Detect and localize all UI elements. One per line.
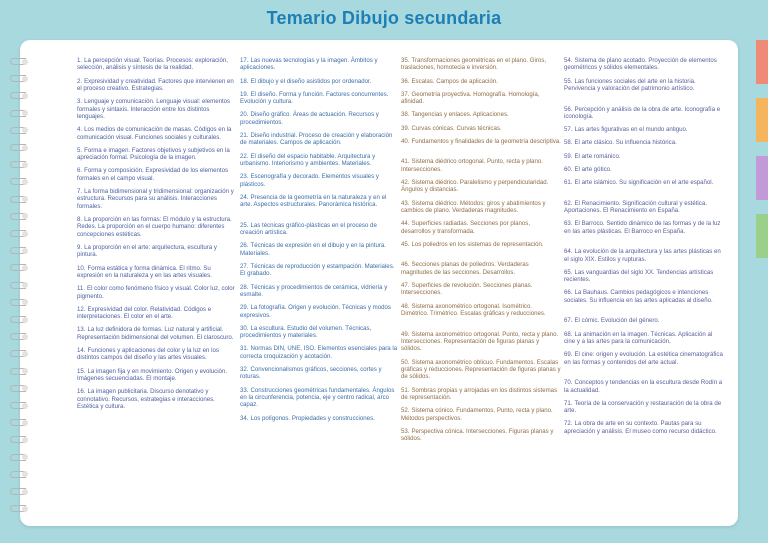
ring-hole	[22, 299, 28, 305]
topic-text: Sistema de plano acotado. Proyección de elementos geométricos y sólidos elementales.	[564, 57, 717, 72]
topic-number: 33.	[240, 386, 249, 394]
topic-number: 57.	[564, 126, 573, 134]
topic-item	[564, 200, 724, 215]
topic-text: Técnicas de expresión en el dibujo y en la pintura. Materiales.	[240, 242, 386, 257]
ring-hole	[22, 179, 28, 185]
topic-text: Diseño gráfico. Áreas de actuación. Recursos y procedimientos.	[240, 111, 379, 126]
topic-item	[240, 111, 400, 126]
topic-text: Diseño industrial. Proceso de creación y elaboración de materiales. Campos de aplicación.	[240, 132, 393, 147]
topic-number: 44.	[401, 220, 410, 228]
topic-number: 25.	[240, 221, 249, 229]
topic-item	[401, 407, 561, 422]
topic-text: Transformaciones geométricas en el plano. Giros, traslaciones, homotecia e inversión.	[401, 57, 547, 72]
topic-item	[564, 317, 724, 324]
topic-item	[564, 57, 724, 72]
topic-text: Sistema cónico. Fundamentos. Punto, recta y plano. Métodos perspectivos.	[401, 407, 553, 422]
topic-number: 65.	[564, 268, 573, 276]
topic-item	[401, 359, 561, 381]
topic-number: 17.	[240, 57, 249, 64]
topic-item	[240, 304, 400, 319]
topic-text: Sistema diédrico. Métodos: giros y abatimientos y cambios de plano. Verdaderas magnitudes.	[401, 199, 546, 214]
topic-item	[77, 388, 237, 410]
topic-number: 23.	[240, 173, 249, 181]
topic-text: Lenguaje y comunicación. Lenguaje visual: elementos formales y sintaxis. Interacción entre los distintos lenguajes.	[77, 98, 231, 120]
topic-number: 66.	[564, 289, 573, 297]
topic-item	[564, 248, 724, 263]
ring-hole	[22, 471, 28, 477]
topic-item	[564, 289, 724, 304]
topic-text: Fundamentos y finalidades de la geometría descriptiva.	[411, 137, 561, 145]
topic-text: La obra de arte en su contexto. Pautas para su apreciación y análisis. El museo como recurso didáctico.	[564, 420, 717, 435]
topic-item	[240, 263, 400, 278]
topic-item	[240, 91, 400, 106]
topic-number: 70.	[564, 379, 573, 387]
topic-text: La imagen fija y en movimiento. Origen y evolución. Imágenes secuenciadas. El montaje.	[77, 367, 228, 382]
topic-text: El arte clásico. Su influencia histórica.	[574, 139, 677, 147]
topic-item	[401, 111, 561, 118]
topic-item	[401, 282, 561, 297]
topic-item	[77, 188, 237, 210]
topic-item	[77, 147, 237, 162]
topic-number: 7.	[77, 188, 83, 195]
topic-item	[564, 166, 724, 173]
topic-text: El dibujo y el diseño asistidos por ordenador.	[250, 77, 372, 85]
topic-text: Superficies radiadas. Secciones por planos, desarrollos y transformada.	[401, 220, 531, 235]
ring-hole	[22, 437, 28, 443]
topic-number: 20.	[240, 111, 249, 119]
topic-item	[77, 167, 237, 182]
topic-text: Los poliedros en los sistemas de representación.	[411, 240, 544, 248]
topic-text: Escalas. Campos de aplicación.	[411, 77, 498, 85]
topic-text: La imagen publicitaria. Discurso denotativo y connotativo. Recursos, estrategias e interacciones. Estética y cultura.	[77, 388, 215, 410]
topic-item	[564, 400, 724, 415]
topic-number: 56.	[564, 105, 573, 113]
topic-number: 41.	[401, 158, 410, 166]
topic-number: 49.	[401, 330, 410, 338]
topic-text: El arte islámico. Su significación en el arte español.	[574, 179, 714, 186]
topic-text: Percepción y análisis de la obra de arte. Iconografía e iconología.	[564, 105, 721, 120]
topic-text: Sistema diédrico ortogonal. Punto, recta y plano. Intersecciones.	[401, 158, 543, 173]
topic-item	[240, 194, 400, 209]
topic-number: 39.	[401, 124, 410, 132]
ring-hole	[22, 59, 28, 65]
topic-text: Secciones planas de poliedros. Verdaderas magnitudes de las secciones. Desarrollos.	[401, 261, 529, 276]
topic-number: 64.	[564, 248, 573, 256]
topic-item	[240, 415, 400, 422]
topic-number: 45.	[401, 240, 410, 248]
topic-item	[77, 368, 237, 383]
topic-number: 8.	[77, 216, 83, 223]
topic-number: 53.	[401, 427, 410, 435]
topic-number: 30.	[240, 324, 249, 332]
topic-text: La luz definidora de formas. Luz natural y artificial. Representación bidimensional del volumen. El claroscuro.	[77, 326, 234, 341]
page-title: Temario Dibujo secundaria	[266, 8, 502, 28]
topic-text: Sombras propias y arrojadas en los distintos sistemas de representación.	[401, 386, 558, 401]
topic-text: Perspectiva cónica. Intersecciones. Figuras planas y sólidos.	[401, 427, 554, 443]
topic-item	[77, 98, 237, 120]
topic-number: 60.	[564, 165, 573, 173]
topic-number: 5.	[77, 146, 83, 154]
topic-number: 71.	[564, 399, 573, 407]
topic-number: 24.	[240, 193, 249, 201]
topic-text: El Barroco. Sentido dinámico de las formas y de la luz en las artes plásticas. El Barroco en España.	[564, 220, 721, 235]
topic-text: Convencionalismos gráficos, secciones, cortes y roturas.	[240, 366, 382, 381]
topic-number: 36.	[401, 77, 410, 85]
ring-hole	[22, 231, 28, 237]
topic-text: Expresividad y creatividad. Factores que intervienen en el proceso creativo. Estrategias.	[77, 77, 234, 92]
ring-hole	[22, 282, 28, 288]
topic-number: 2.	[77, 77, 83, 85]
topic-number: 69.	[564, 351, 573, 359]
topic-text: Las vanguardias del siglo XX. Tendencias artísticas recientes.	[564, 268, 714, 284]
topic-number: 55.	[564, 77, 573, 85]
ring-hole	[22, 489, 28, 495]
topic-text: Geometría proyectiva. Homografía. Homología, afinidad.	[401, 90, 540, 106]
topic-text: Las nuevas tecnologías y la imagen. Ámbitos y aplicaciones.	[240, 57, 378, 72]
topic-number: 35.	[401, 57, 410, 64]
topic-number: 15.	[77, 367, 86, 375]
topic-text: Las artes figurativas en el mundo antiguo.	[574, 126, 688, 134]
topic-text: El arte románico.	[574, 152, 621, 160]
topic-text: Teoría de la conservación y restauración de la obra de arte.	[564, 399, 722, 415]
topic-item	[77, 285, 237, 300]
ring-hole	[22, 76, 28, 82]
topic-text: El color como fenómeno físico y visual. Color luz, color pigmento.	[77, 285, 235, 300]
topic-number: 67.	[564, 317, 573, 325]
topic-text: Forma estática y forma dinámica. El ritmo. Su expresión en la naturaleza y en las artes visuales.	[77, 264, 212, 279]
topic-text: Los medios de comunicación de masas. Códigos en la comunicación visual. Funciones sociales y culturales.	[77, 126, 232, 141]
topic-item	[401, 138, 561, 145]
topic-text: La percepción visual. Teorías. Procesos: exploración, selección, análisis y síntesis de la realidad.	[77, 57, 228, 72]
topic-item	[401, 57, 561, 72]
ring-hole	[22, 368, 28, 374]
topic-number: 31.	[240, 345, 249, 353]
ring-hole	[22, 385, 28, 391]
topic-item	[564, 78, 724, 93]
topic-number: 11.	[77, 285, 86, 293]
section-tab[interactable]	[756, 156, 768, 200]
topic-number: 58.	[564, 139, 573, 147]
ring-hole	[22, 145, 28, 151]
topic-number: 50.	[401, 358, 410, 366]
topic-item	[240, 345, 400, 360]
topic-text: La proporción en las formas: El módulo y la estructura. Redes. La proporción en el cuerpo humano: diferentes concepciones estéticas.	[77, 216, 232, 238]
topic-item	[240, 222, 400, 237]
topic-text: La animación en la imagen. Técnicas. Aplicación al cine y a las artes para la comunicación.	[564, 330, 713, 345]
section-tab[interactable]	[756, 214, 768, 258]
topic-item	[564, 153, 724, 160]
topic-text: La forma bidimensional y tridimensional: organización y estructura. Recursos para su análisis. Interacciones formales.	[77, 188, 234, 210]
topic-number: 40.	[401, 137, 410, 145]
ring-hole	[22, 403, 28, 409]
topic-text: Normas DIN, UNE, ISO. Elementos esenciales para la correcta croquización y acotación.	[240, 345, 398, 360]
topic-item	[564, 420, 724, 435]
topic-text: El cine: origen y evolución. La estética cinematográfica en las formas y contenidos del arte actual.	[564, 351, 723, 366]
topic-item	[240, 78, 400, 85]
topic-text: La escultura. Estudio del volumen. Técnicas, procedimientos y materiales.	[240, 324, 372, 340]
topic-item	[564, 106, 724, 121]
topic-text: Sistema axonométrico ortogonal. Punto, recta y plano. Intersecciones. Representación de figuras planas y sólidos.	[401, 330, 559, 353]
topic-text: Técnicas de reproducción y estampación. Materiales. El grabado.	[240, 263, 395, 278]
topic-item	[401, 179, 561, 194]
topic-text: El cómic. Evolución del género.	[574, 317, 660, 325]
topic-item	[401, 387, 561, 402]
topic-item	[401, 220, 561, 235]
topic-number: 62.	[564, 199, 573, 207]
topic-number: 43.	[401, 199, 410, 207]
topic-text: La Bauhaus. Cambios pedagógicos e intenciones sociales. Su influencia en las artes aplicadas al diseño.	[564, 289, 713, 304]
ring-hole	[22, 196, 28, 202]
topic-number: 38.	[401, 111, 410, 119]
topic-number: 61.	[564, 179, 573, 186]
ring-hole	[22, 420, 28, 426]
topic-number: 10.	[77, 264, 86, 272]
topic-number: 9.	[77, 244, 83, 251]
topic-item	[77, 216, 237, 238]
topic-item	[401, 78, 561, 85]
topic-number: 47.	[401, 282, 410, 289]
topic-number: 16.	[77, 388, 86, 396]
topic-number: 29.	[240, 304, 249, 312]
topic-text: Presencia de la geometría en la naturaleza y en el arte. Aspectos estructurales. Panorámica histórica.	[240, 193, 387, 209]
topic-text: Tangencias y enlaces. Aplicaciones.	[411, 111, 509, 119]
topic-item	[564, 351, 724, 366]
topic-item	[240, 387, 400, 409]
topic-text: Superficies de revolución. Secciones planas. Intersecciones.	[401, 282, 533, 297]
topic-number: 22.	[240, 152, 249, 160]
topic-text: Forma y composición. Expresividad de los elementos formales en el campo visual.	[77, 167, 229, 182]
topic-number: 48.	[401, 302, 410, 310]
topic-item	[240, 57, 400, 72]
topic-text: Construcciones geométricas fundamentales. Ángulos en la circunferencia, potencia, eje y centro radical, arco capaz.	[240, 386, 395, 409]
topic-item	[240, 325, 400, 340]
topic-text: El Renacimiento. Significación cultural y estética. Aportaciones. El Renacimiento en España.	[564, 199, 707, 214]
topic-text: El diseño del espacio habitable. Arquitectura y urbanismo. Interiorismo y ambientes. Materiales.	[240, 152, 376, 167]
topic-text: Sistema axonométrico ortogonal. Isométrico. Dimétrico. Trimétrico. Escalas gráficas y reducciones.	[401, 302, 546, 317]
topic-item	[564, 269, 724, 284]
topic-number: 37.	[401, 90, 410, 98]
topic-number: 18.	[240, 77, 249, 85]
topic-number: 52.	[401, 407, 410, 415]
topic-item	[240, 366, 400, 381]
topic-item	[77, 265, 237, 280]
topic-number: 54.	[564, 57, 573, 64]
ring-hole	[22, 127, 28, 133]
topic-item	[401, 91, 561, 106]
topic-number: 27.	[240, 263, 249, 270]
ring-hole	[22, 93, 28, 99]
topic-number: 59.	[564, 152, 573, 160]
topic-number: 32.	[240, 366, 249, 373]
topic-item	[401, 158, 561, 173]
ring-hole	[22, 162, 28, 168]
topic-number: 42.	[401, 179, 410, 186]
topic-text: La fotografía. Origen y evolución. Técnicas y modos expresivos.	[240, 304, 391, 319]
topic-text: Expresividad del color. Relatividad. Códigos e interpretaciones. El color en el arte.	[77, 305, 212, 321]
topic-number: 19.	[240, 90, 249, 98]
topic-item	[77, 326, 237, 341]
topic-number: 26.	[240, 242, 249, 250]
topic-number: 21.	[240, 132, 249, 139]
topic-item	[401, 261, 561, 276]
topic-item	[240, 132, 400, 147]
topic-number: 1.	[77, 57, 83, 64]
topic-number: 13.	[77, 326, 86, 334]
topic-number: 63.	[564, 220, 573, 228]
topic-item	[77, 57, 237, 72]
topic-text: Las técnicas gráfico-plásticas en el proceso de creación artística.	[240, 221, 377, 237]
ring-hole	[22, 351, 28, 357]
topic-item	[401, 331, 561, 353]
topic-item	[564, 220, 724, 235]
topic-item	[77, 244, 237, 259]
topic-number: 51.	[401, 386, 410, 394]
topic-text: Forma e imagen. Factores objetivos y subjetivos en la apreciación formal. Psicología de la imagen.	[77, 146, 230, 162]
topic-item	[240, 284, 400, 299]
topic-text: La proporción en el arte: arquitectura, escultura y pintura.	[77, 244, 217, 259]
topic-text: Escenografía y decorado. Elementos visuales y plásticos.	[240, 173, 379, 188]
topic-item	[77, 126, 237, 141]
ring-hole	[22, 213, 28, 219]
topic-number: 68.	[564, 330, 573, 338]
topic-text: Curvas cónicas. Curvas técnicas.	[411, 124, 502, 132]
ring-hole	[22, 454, 28, 460]
ring-hole	[22, 265, 28, 271]
topic-text: Sistema diédrico. Paralelismo y perpendicularidad. Ángulos y distancias.	[401, 179, 549, 194]
topic-item	[564, 179, 724, 186]
topic-number: 3.	[77, 98, 83, 106]
section-tab[interactable]	[756, 98, 768, 142]
section-tab[interactable]	[756, 40, 768, 84]
topic-item	[401, 428, 561, 443]
ring-hole	[22, 334, 28, 340]
topic-text: Conceptos y tendencias en la escultura desde Rodín a la actualidad.	[564, 379, 723, 394]
topic-item	[564, 331, 724, 346]
topic-number: 14.	[77, 347, 86, 354]
topic-item	[564, 126, 724, 133]
topic-text: Técnicas y procedimientos de cerámica, vidriería y esmalte.	[240, 283, 388, 298]
topic-item	[401, 125, 561, 132]
topic-number: 28.	[240, 283, 249, 291]
topic-number: 72.	[564, 420, 573, 428]
topic-item	[77, 347, 237, 362]
topic-item	[401, 241, 561, 248]
topic-item	[240, 242, 400, 257]
topic-item	[564, 139, 724, 146]
topic-number: 46.	[401, 261, 410, 269]
topic-item	[240, 173, 400, 188]
ring-hole	[22, 317, 28, 323]
topic-number: 34.	[240, 414, 249, 422]
topic-text: El diseño. Forma y función. Factores concurrentes. Evolución y cultura.	[240, 90, 389, 106]
topic-item	[401, 303, 561, 318]
topic-number: 6.	[77, 167, 83, 175]
topic-item	[401, 200, 561, 215]
topic-item	[77, 306, 237, 321]
topic-text: Las funciones sociales del arte en la historia. Pervivencia y valoración del patrimonio artístico.	[564, 77, 696, 92]
topic-text: Funciones y aplicaciones del color y la luz en los distintos campos del diseño y las artes visuales.	[77, 347, 219, 362]
ring-hole	[22, 110, 28, 116]
topic-text: El arte gótico.	[574, 165, 612, 173]
topic-number: 12.	[77, 305, 86, 313]
topic-text: Sistema axonométrico oblicuo. Fundamentos. Escalas gráficas y reducciones. Representación de figuras planas y de sólidos.	[401, 358, 561, 381]
topic-number: 4.	[77, 126, 83, 134]
topic-item	[77, 78, 237, 93]
topic-item	[240, 153, 400, 168]
ring-hole	[22, 506, 28, 512]
topic-text: Los polígonos. Propiedades y construcciones.	[250, 414, 375, 422]
topic-text: La evolución de la arquitectura y las artes plásticas en el siglo XIX. Estilos y rupturas.	[564, 248, 721, 263]
topic-item	[564, 379, 724, 394]
ring-hole	[22, 248, 28, 254]
